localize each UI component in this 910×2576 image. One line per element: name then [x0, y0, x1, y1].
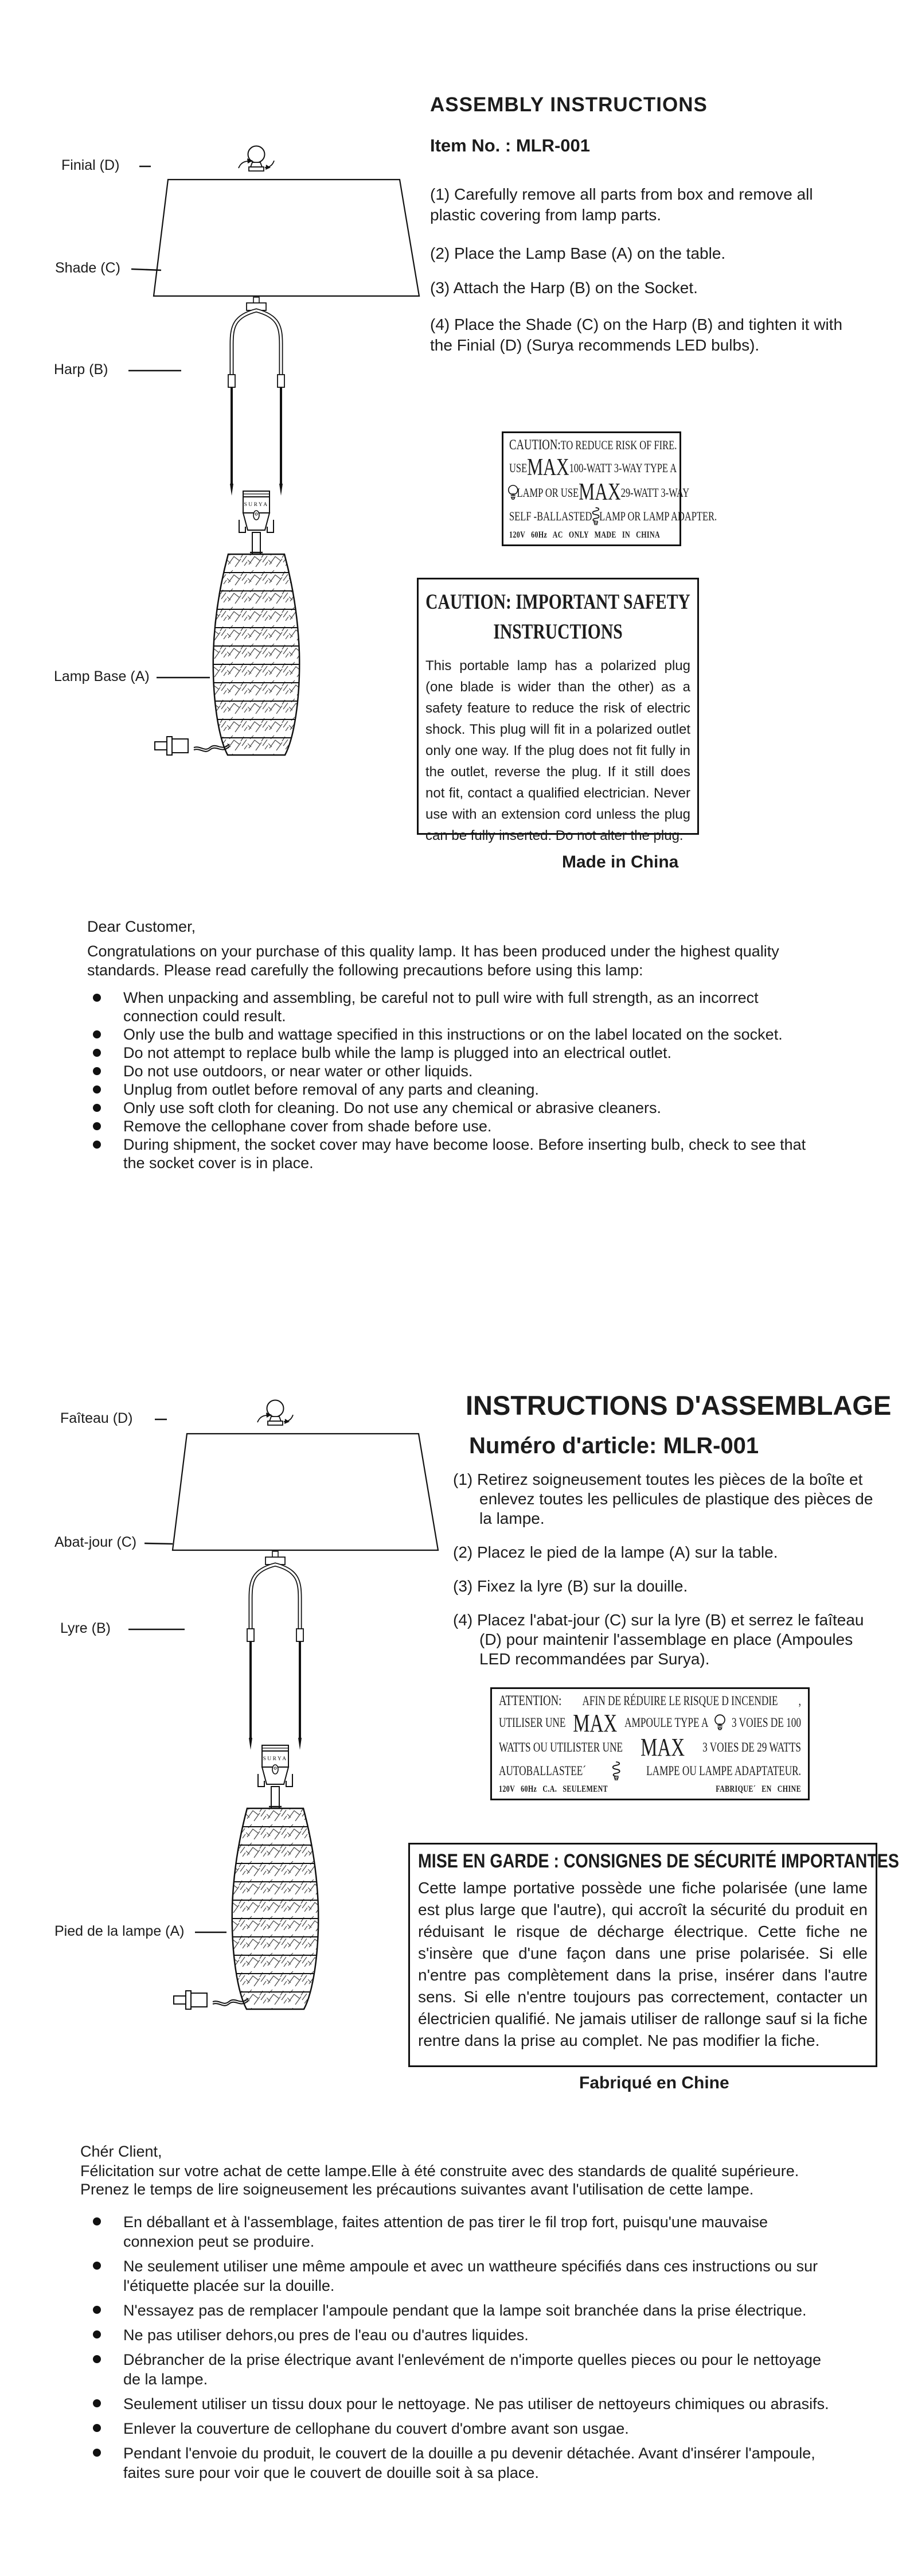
precaution-item — [86, 1080, 831, 1099]
bullet-dot — [93, 2399, 101, 2407]
caution-fr-text: LAMPE OU LAMPE ADAPTATEUR. — [646, 1764, 801, 1779]
page-title-en: ASSEMBLY INSTRUCTIONS — [430, 94, 708, 116]
label-faiteau: Faîteau (D) — [60, 1410, 133, 1426]
precaution-item — [86, 1135, 831, 1172]
caution-wattage-label-fr — [490, 1687, 810, 1800]
precaution-item — [86, 2325, 837, 2345]
bullet-text: Débrancher de la prise électrique avant l'enlevément de n'importe quelles pieces ou pour le nettoyage de la lampe. — [123, 2351, 822, 2388]
bullet-dot — [93, 2262, 101, 2270]
caution-fr-max: MAX — [573, 1709, 618, 1737]
label-harp: Harp (B) — [54, 361, 108, 378]
caution-wattage-label-en — [502, 431, 717, 546]
caution-fr-text: UTILISER UNE — [499, 1715, 566, 1730]
bullet-dot — [93, 2355, 101, 2363]
caution-fr-max: MAX — [640, 1733, 685, 1762]
precaution-item — [86, 2394, 837, 2414]
bullet-dot — [93, 2330, 101, 2338]
page-title-fr: INSTRUCTIONS D'ASSEMBLAGE — [466, 1390, 892, 1421]
precaution-item — [86, 1044, 831, 1062]
cfl-bulb-icon — [611, 1761, 622, 1781]
step-2-en: (2) Place the Lamp Base (A) on the table. — [430, 244, 726, 262]
caution-en-line4 — [509, 507, 717, 526]
step-4-en: (4) Place the Shade (C) on the Harp (B) and tighten it with the Finial (D) (Surya recommends LED bulbs). — [430, 316, 843, 354]
bullet-dot — [93, 2424, 101, 2432]
bullet-dot — [93, 2449, 101, 2457]
precaution-item — [86, 2443, 837, 2482]
bullet-text: Enlever la couverture de cellophane du couvert d'ombre avant son usgae. — [123, 2420, 629, 2437]
made-in-fr: Fabriqué en Chine — [579, 2073, 729, 2092]
caution-fr-line5 — [499, 1784, 801, 1795]
precaution-item — [86, 1099, 831, 1117]
step-4-fr: (4) Placez l'abat-jour (C) sur la lyre (B) et serrez le faîteau (D) pour maintenir l'assemblage en place (Ampoules LED recommandées par Surya). — [453, 1611, 864, 1668]
step-1-en: (1) Carefully remove all parts from box and remove all plastic covering from lamp parts. — [430, 185, 813, 224]
incandescent-bulb-icon — [508, 484, 518, 501]
intro-paragraph-en: Congratulations on your purchase of this quality lamp. It has been produced under the highest quality standards. Please read carefully the following precautions before using this lamp: — [87, 943, 779, 979]
intro-paragraph-fr: Félicitation sur votre achat de cette lampe.Elle à été construite avec des standards de qualité supérieure. Prenez le temps de lire soigneusement les précautions suivantes avant l'utilisation de cette lampe. — [80, 2162, 799, 2198]
incandescent-bulb-icon — [714, 1714, 726, 1732]
bullet-text: When unpacking and assembling, be careful not to pull wire with full strength, as an incorrect connection could result. — [123, 989, 759, 1025]
bullet-text: Seulement utiliser un tissu doux pour le nettoyage. Ne pas utiliser de nettoyeurs chimiques ou abrasifs. — [123, 2395, 829, 2412]
precautions-list-fr — [86, 2212, 837, 2488]
caution-fr-made: FABRIQUE´ EN CHINE — [716, 1784, 801, 1794]
bullet-dot — [93, 1067, 101, 1075]
bullet-text: Do not use outdoors, or near water or other liquids. — [123, 1063, 473, 1080]
caution-fr-line1 — [499, 1693, 801, 1709]
caution-en-ratings: 120V 60Hz AC ONLY MADE IN CHINA — [509, 530, 661, 540]
made-in-en: Made in China — [562, 853, 679, 871]
bullet-dot — [93, 1049, 101, 1057]
caution-en-max: MAX — [527, 454, 569, 481]
bullet-text: Pendant l'envoie du produit, le couvert de la douille a pu devenir détachée. Avant d'insérer l'ampoule, faites sure pour voir que le couvert de douille soit à sa place. — [123, 2445, 815, 2481]
bullet-text: During shipment, the socket cover may have become loose. Before inserting bulb, check to see that the socket cover is in place. — [123, 1136, 806, 1172]
label-lamp-base: Lamp Base (A) — [54, 668, 150, 684]
bullet-text: Only use soft cloth for cleaning. Do not use any chemical or abrasive cleaners. — [123, 1099, 661, 1116]
caution-en-text: USE — [509, 460, 528, 475]
caution-fr-text: WATTS OU UTILISTER UNE — [499, 1740, 623, 1755]
precaution-item — [86, 2419, 837, 2438]
label-finial: Finial (D) — [61, 157, 120, 173]
step-1-fr: (1) Retirez soigneusement toutes les pièces de la boîte et enlevez toutes les pellicules de plastique des pièces de la lampe. — [453, 1470, 873, 1527]
step-3-fr: (3) Fixez la lyre (B) sur la douille. — [453, 1577, 688, 1595]
caution-en-text: SELF -BALLASTED — [509, 509, 592, 524]
label-pied-lampe: Pied de la lampe (A) — [54, 1923, 185, 1939]
caution-fr-text: 3 VOIES DE 29 WATTS — [702, 1740, 801, 1755]
precaution-item — [86, 2301, 837, 2320]
bullet-dot — [93, 1122, 101, 1130]
precaution-item — [86, 1062, 831, 1080]
safety-body-en: This portable lamp has a polarized plug (one blade is wider than the other) as a safety feature to reduce the risk of electric shock. This plug will fit in a polarized outlet only one way. If the plug does not fit fully in the outlet, reverse the plug. If it still does not fit, contact a qualified electrician. Never use with an extension cord unless the plug can be fully inserted. Do not alter the plug. — [425, 658, 690, 843]
safety-title-en-line1: CAUTION: IMPORTANT SAFETY — [425, 590, 690, 614]
greeting-en: Dear Customer, — [87, 918, 196, 935]
caution-fr-text: AMPOULE TYPE A — [624, 1715, 709, 1730]
caution-fr-text: , — [798, 1694, 801, 1708]
bullet-dot — [93, 2217, 101, 2225]
caution-fr-ratings: 120V 60Hz C.A. SEULEMENT — [499, 1784, 608, 1794]
item-number-fr: Numéro d'article: MLR-001 — [469, 1433, 759, 1458]
caution-en-line5 — [509, 530, 674, 540]
caution-fr-line4 — [499, 1761, 801, 1781]
assembly-steps-en — [430, 184, 854, 373]
bullet-text: Ne pas utiliser dehors,ou pres de l'eau ou d'autres liquides. — [123, 2326, 529, 2344]
bullet-dot — [93, 1085, 101, 1094]
caution-fr-line3 — [499, 1733, 801, 1762]
bullet-text: Remove the cellophane cover from shade before use. — [123, 1118, 492, 1135]
precaution-item — [86, 2256, 837, 2295]
precaution-item — [86, 2212, 837, 2251]
label-abat-jour: Abat-jour (C) — [54, 1534, 137, 1550]
caution-en-max: MAX — [579, 479, 621, 505]
caution-en-text: LAMP OR LAMP ADAPTER. — [599, 509, 717, 524]
bullet-text: N'essayez pas de remplacer l'ampoule pendant que la lampe soit branchée dans la prise électrique. — [123, 2302, 807, 2319]
caution-en-line1 — [509, 437, 677, 453]
cfl-bulb-icon — [591, 507, 600, 526]
caution-en-line3 — [509, 479, 690, 505]
caution-fr-text: 3 VOIES DE 100 — [732, 1715, 801, 1730]
caution-en-text: LAMP OR USE — [517, 485, 579, 500]
safety-title-en-line2: INSTRUCTIONS — [493, 620, 623, 644]
safety-instructions-box-fr — [408, 1843, 899, 2067]
bullet-dot — [93, 1104, 101, 1112]
bullet-dot — [93, 1030, 101, 1038]
bullet-text: En déballant et à l'assemblage, faites attention de pas tirer le fil trop fort, puisqu'une mauvaise connexion peut se produire. — [123, 2213, 768, 2250]
bullet-dot — [93, 2306, 101, 2314]
caution-en-line2 — [509, 454, 677, 481]
caution-en-text: TO REDUCE RISK OF FIRE. — [560, 438, 677, 452]
step-2-fr: (2) Placez le pied de la lampe (A) sur la table. — [453, 1543, 778, 1561]
precaution-item — [86, 2350, 837, 2389]
safety-instructions-box-en — [417, 578, 699, 843]
bullet-text: Ne seulement utiliser une même ampoule et avec un wattheure spécifiés dans ces instructions ou sur l'étiquette placée sur la douille. — [123, 2258, 818, 2294]
precautions-list-en — [86, 989, 831, 1172]
label-lyre: Lyre (B) — [60, 1620, 111, 1636]
greeting-fr: Chér Client, — [80, 2143, 162, 2160]
step-3-en: (3) Attach the Harp (B) on the Socket. — [430, 279, 698, 297]
caution-fr-word: ATTENTION: — [499, 1693, 562, 1709]
safety-body-fr: Cette lampe portative possède une fiche polarisée (une lame est plus large que l'autre), qui accroît la sécurité du produit en réduisant le risque de décharge électrique. Cette fiche ne s'insère que d'une façon dans une prise polarisée. Si elle n'entre pas complètement dans la prise, insérer dans l'autre sens. Si elle n'entre toujours pas correctement, contacter un électricien qualifié. Ne jamais utiliser de rallonge sauf si la fiche rentre dans la prise au complet. Ne pas modifier la fiche. — [418, 1879, 868, 2049]
bullet-text: Unplug from outlet before removal of any parts and cleaning. — [123, 1081, 539, 1098]
caution-fr-text: AFIN DE RÉDUIRE LE RISQUE D INCENDIE — [582, 1694, 778, 1708]
caution-fr-line2 — [499, 1709, 801, 1737]
bullet-dot — [93, 994, 101, 1002]
precaution-item — [86, 1117, 831, 1135]
safety-title-fr: MISE EN GARDE : CONSIGNES DE SÉCURITÉ IMPORTANTES — [418, 1850, 899, 1872]
item-number-en: Item No. : MLR-001 — [430, 135, 591, 155]
label-shade: Shade (C) — [55, 260, 120, 276]
caution-en-word: CAUTION: — [509, 437, 561, 453]
caution-en-text: 100-WATT 3-WAY TYPE A — [569, 460, 677, 475]
bullet-dot — [93, 1141, 101, 1149]
precaution-item — [86, 989, 831, 1025]
bullet-text: Do not attempt to replace bulb while the lamp is plugged into an electrical outlet. — [123, 1044, 672, 1061]
precaution-item — [86, 1025, 831, 1044]
bullet-text: Only use the bulb and wattage specified in this instructions or on the label located on the socket. — [123, 1026, 783, 1043]
caution-en-text: 29-WATT 3-WAY — [620, 485, 690, 500]
assembly-steps-fr — [453, 1470, 874, 1683]
caution-fr-text: AUTOBALLASTEE´ — [499, 1764, 587, 1779]
